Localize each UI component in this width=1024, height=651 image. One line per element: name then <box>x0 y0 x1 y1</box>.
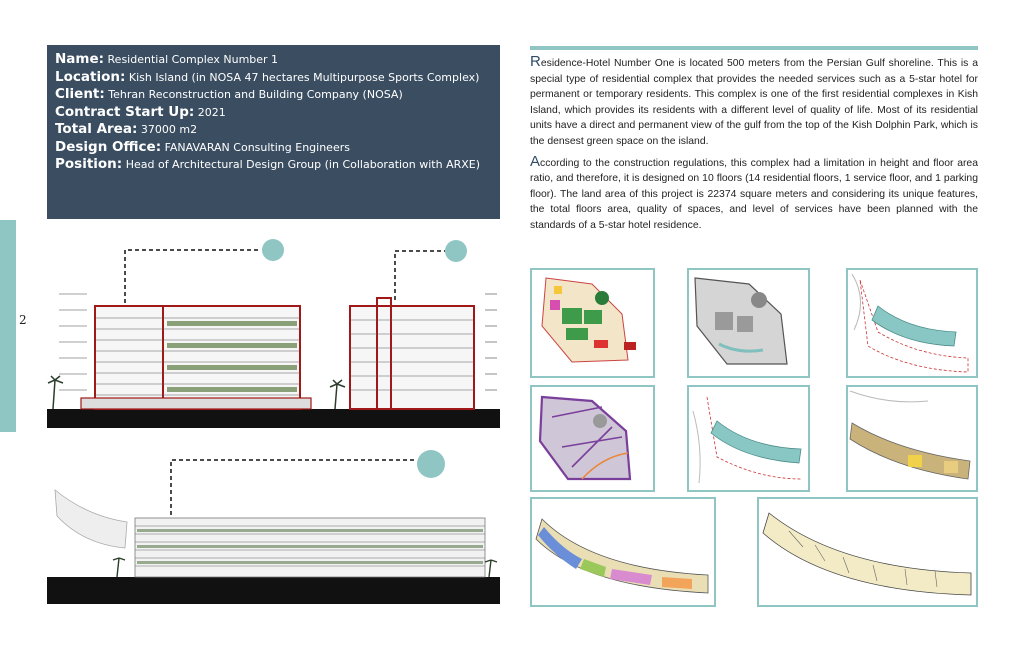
ground-floor-plan-thumbnail <box>846 385 978 492</box>
info-location: Location: Kish Island (in NOSA 47 hectares Multipurpose Sports Complex) <box>55 68 480 85</box>
info-name: Name: Residential Complex Number 1 <box>55 51 279 67</box>
page-number: 2 <box>19 313 27 327</box>
base-map-thumbnail <box>687 268 810 378</box>
description-paragraph-2: According to the construction regulations, this complex had a limitation in height and floor area ratio, and therefore, it is designed on 10 floors (14 residential floors, 1 service floor, and 1 parking floor). The land area of this project is 22374 square meters and considering its unique features, the total floors area, quality of spaces, and level of services have been planned with the standards of a 5-star hotel residence. <box>530 152 978 231</box>
info-total-area: Total Area: 37000 m2 <box>55 121 198 137</box>
circulation-plan-thumbnail <box>530 385 655 492</box>
building-section-drawing <box>47 228 500 428</box>
building-footprint-thumbnail <box>846 268 978 378</box>
building-elevation-drawing <box>47 446 500 604</box>
colored-floor-plan-thumbnail <box>530 497 716 607</box>
sidebar-tab <box>0 220 16 432</box>
massing-plan-thumbnail <box>687 385 810 492</box>
project-description <box>530 54 978 238</box>
info-design-office: Design Office: FANAVARAN Consulting Engineers <box>55 138 350 155</box>
description-paragraph-1: Residence-Hotel Number One is located 500 meters from the Persian Gulf shoreline. This is a special type of residential complex that provides the needed services such as a 5-star hotel for permanent or temporary residents. This complex is one of the first residential complexes in Kish Island, which provides its residents with a different level of quality of life. Most of its residential units have a direct and permanent view of the gulf from the top of the Kish Dolphin Park, which is the densest green space on the island. <box>530 53 978 147</box>
info-contract-start: Contract Start Up: 2021 <box>55 103 226 120</box>
info-position: Position: Head of Architectural Design Group (in Collaboration with ARXE) <box>55 156 481 172</box>
typical-floor-plan-thumbnail <box>757 497 978 607</box>
info-client: Client: Tehran Reconstruction and Building Company (NOSA) <box>55 86 403 102</box>
top-rule <box>530 46 978 50</box>
project-info-box <box>47 45 500 219</box>
site-plan-thumbnail <box>530 268 655 378</box>
